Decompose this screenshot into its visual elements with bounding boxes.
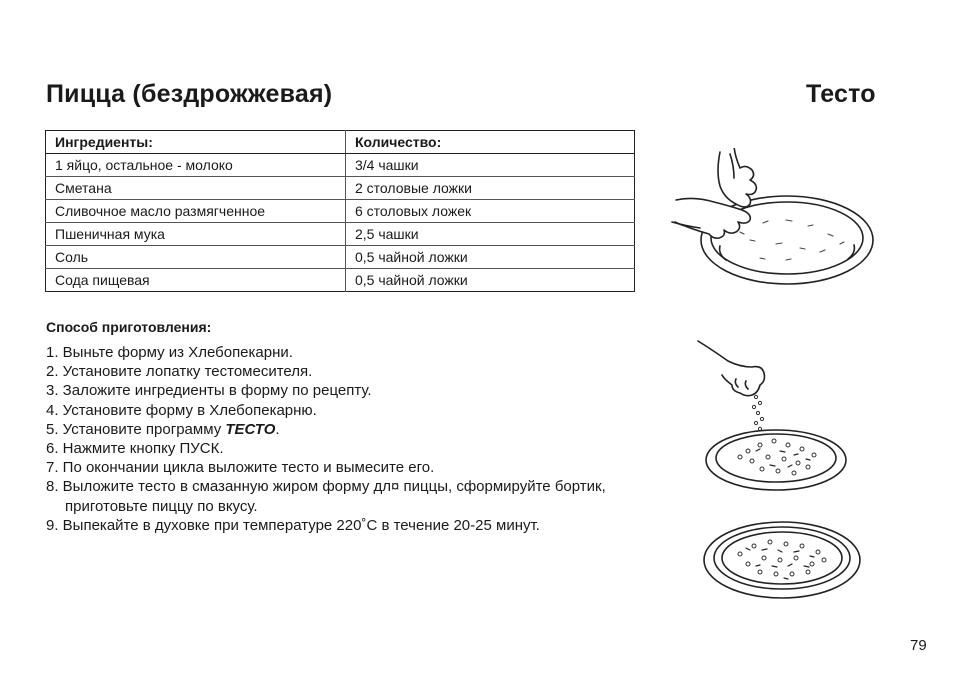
- hand-sprinkling-toppings-icon: [690, 333, 870, 493]
- column-header-quantity: Количество:: [346, 131, 635, 154]
- list-item: [46, 420, 636, 439]
- table-row: [46, 269, 635, 292]
- ingredient-cell: Соль: [46, 246, 346, 269]
- list-item: 3. Заложите ингредиенты в форму по рецепту.: [46, 382, 372, 400]
- column-header-ingredients: Ингредиенты:: [46, 131, 346, 154]
- quantity-cell: 2,5 чашки: [346, 223, 635, 246]
- ingredient-cell: Сливочное масло размягченное: [46, 200, 346, 223]
- quantity-cell: 0,5 чайной ложки: [355, 272, 468, 288]
- ingredient-cell: 1 яйцо, остальное - молоко: [46, 154, 346, 177]
- program-name: ТЕСТО: [225, 420, 276, 438]
- ingredient-cell: Сметана: [46, 177, 346, 200]
- table-row: [46, 246, 635, 269]
- quantity-cell: 0,5 чайной ложки: [346, 246, 635, 269]
- quantity-cell: 6 столовых ложек: [346, 200, 635, 223]
- ingredient-cell: Сода пищевая: [46, 269, 346, 292]
- table-header-row: [46, 131, 635, 154]
- page-number: 79: [910, 637, 927, 654]
- page-title: Пицца (бездрожжевая): [46, 80, 333, 108]
- table-row: [46, 200, 635, 223]
- list-item: 4. Установите форму в Хлебопекарню.: [46, 401, 317, 419]
- ingredient-cell: Пшеничная мука: [46, 223, 346, 246]
- step-text: 5. Установите программу: [46, 420, 226, 438]
- list-item: 2. Установите лопатку тестомесителя.: [46, 363, 313, 381]
- steps-list: [46, 343, 636, 535]
- section-title: Тесто: [806, 80, 876, 108]
- list-item: 1. Выньте форму из Хлебопекарни.: [46, 344, 293, 361]
- list-item: 9. Выпекайте в духовке при температуре 220˚С в течение 20-25 минут.: [46, 516, 540, 534]
- list-item: 7. По окончании цикла выложите тесто и вымесите его.: [46, 459, 435, 477]
- table-row: [46, 177, 635, 200]
- hands-stretching-dough-icon: [668, 148, 878, 288]
- baked-pizza-icon: [700, 518, 870, 602]
- list-item: 6. Нажмите кнопку ПУСК.: [46, 440, 224, 458]
- ingredients-table: [45, 130, 635, 292]
- table-row: [46, 154, 635, 177]
- table-row: [46, 223, 635, 246]
- method-title: Способ приготовления:: [46, 319, 212, 335]
- step-end: .: [275, 420, 280, 438]
- list-item: 8. Выложите тесто в смазанную жиром форму дл¤ пиццы, сформируйте бортик, приготовьте пиццу по вкусу.: [46, 478, 606, 515]
- quantity-cell: 2 столовые ложки: [346, 177, 635, 200]
- quantity-cell: 3/4 чашки: [346, 154, 635, 177]
